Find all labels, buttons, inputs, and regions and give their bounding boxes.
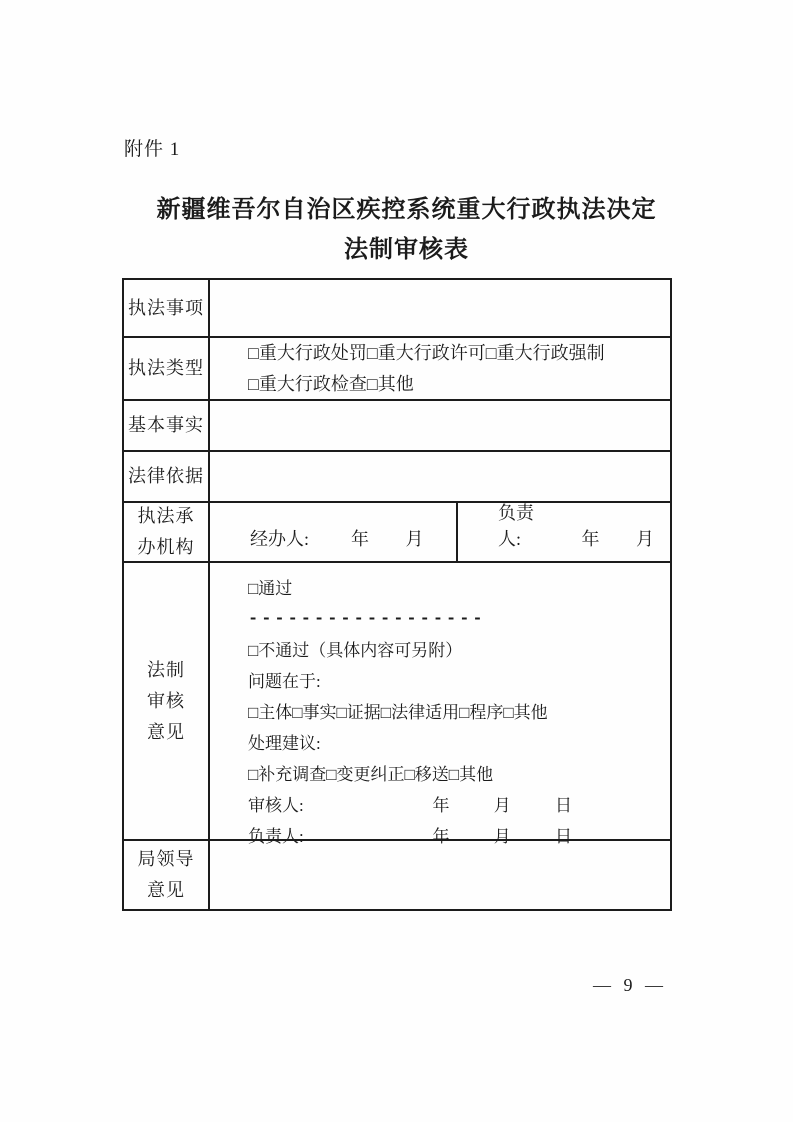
review-fail-option: □不通过（具体内容可另附） — [248, 641, 463, 660]
agency-principal-label: 负责人: — [498, 503, 534, 549]
review-reviewer-date: 年 月 日 — [432, 796, 592, 815]
enforcement-type-label — [124, 338, 210, 399]
basic-facts-label-text: 基本事实 — [128, 415, 204, 435]
row-enforcement-matter — [124, 280, 670, 336]
row-review-opinion — [124, 561, 670, 846]
title-line-2: 法制审核表 — [344, 237, 469, 263]
legal-basis-label-text: 法律依据 — [128, 466, 204, 486]
review-opinion-label-line-3: 意见 — [147, 721, 185, 742]
agency-principal-date: 年 月 — [581, 529, 670, 549]
leadership-opinion-label-line-2: 意见 — [147, 880, 185, 900]
legal-basis-value-cell — [210, 452, 670, 501]
review-reviewer-line — [248, 790, 670, 821]
review-problem-title: 问题在于: — [248, 672, 321, 691]
row-agency — [124, 501, 670, 561]
legal-basis-label — [124, 452, 210, 501]
agency-handler-label: 经办人: — [250, 529, 310, 549]
agency-label — [124, 503, 210, 561]
agency-label-line-1: 执法承 — [137, 506, 195, 526]
leadership-opinion-label — [124, 841, 210, 909]
page-number: — 9 — — [593, 975, 667, 995]
leadership-opinion-value-cell — [210, 841, 670, 909]
title-line-1: 新疆维吾尔自治区疾控系统重大行政执法决定 — [156, 197, 657, 223]
enforcement-matter-label — [124, 280, 210, 336]
review-form-table — [122, 278, 672, 911]
leadership-opinion-label-line-1: 局领导 — [137, 849, 195, 869]
row-enforcement-type — [124, 336, 670, 399]
review-divider-dashes: ------------------ — [248, 610, 486, 629]
attachment-label: 附件 1 — [124, 139, 181, 160]
row-basic-facts — [124, 399, 670, 450]
review-problem-options: □主体□事实□证据□法律适用□程序□其他 — [248, 703, 548, 722]
agency-handler-date: 年 月 — [351, 529, 440, 549]
review-reviewer-label: 审核人: — [248, 796, 304, 815]
row-leadership-opinion — [124, 839, 670, 909]
enforcement-type-options-cell — [210, 338, 670, 399]
enforcement-type-options-line-2: □重大行政检查□其他 — [248, 373, 414, 394]
review-principal-label: 负责人: — [248, 827, 304, 846]
review-pass-option: □通过 — [248, 579, 293, 598]
basic-facts-value-cell — [210, 401, 670, 450]
row-legal-basis — [124, 450, 670, 501]
review-opinion-label-line-1: 法制 — [147, 659, 185, 680]
enforcement-type-options-line-1: □重大行政处罚□重大行政许可□重大行政强制 — [248, 342, 605, 363]
review-opinion-label-line-2: 审核 — [147, 690, 185, 711]
enforcement-matter-label-text: 执法事项 — [128, 297, 204, 318]
review-opinion-label — [124, 563, 210, 839]
review-principal-date: 年 月 日 — [432, 827, 592, 846]
basic-facts-label — [124, 401, 210, 450]
enforcement-matter-value-cell — [210, 280, 670, 336]
review-suggestion-title: 处理建议: — [248, 734, 321, 753]
agency-signoff-cell — [210, 503, 670, 561]
document-title — [60, 190, 753, 270]
review-opinion-content-cell — [210, 563, 670, 846]
review-suggestion-options: □补充调查□变更纠正□移送□其他 — [248, 765, 494, 784]
agency-principal-subcell — [458, 503, 670, 561]
enforcement-type-label-text: 执法类型 — [128, 358, 204, 378]
agency-handler-subcell — [210, 503, 458, 561]
agency-label-line-2: 办机构 — [137, 537, 195, 557]
